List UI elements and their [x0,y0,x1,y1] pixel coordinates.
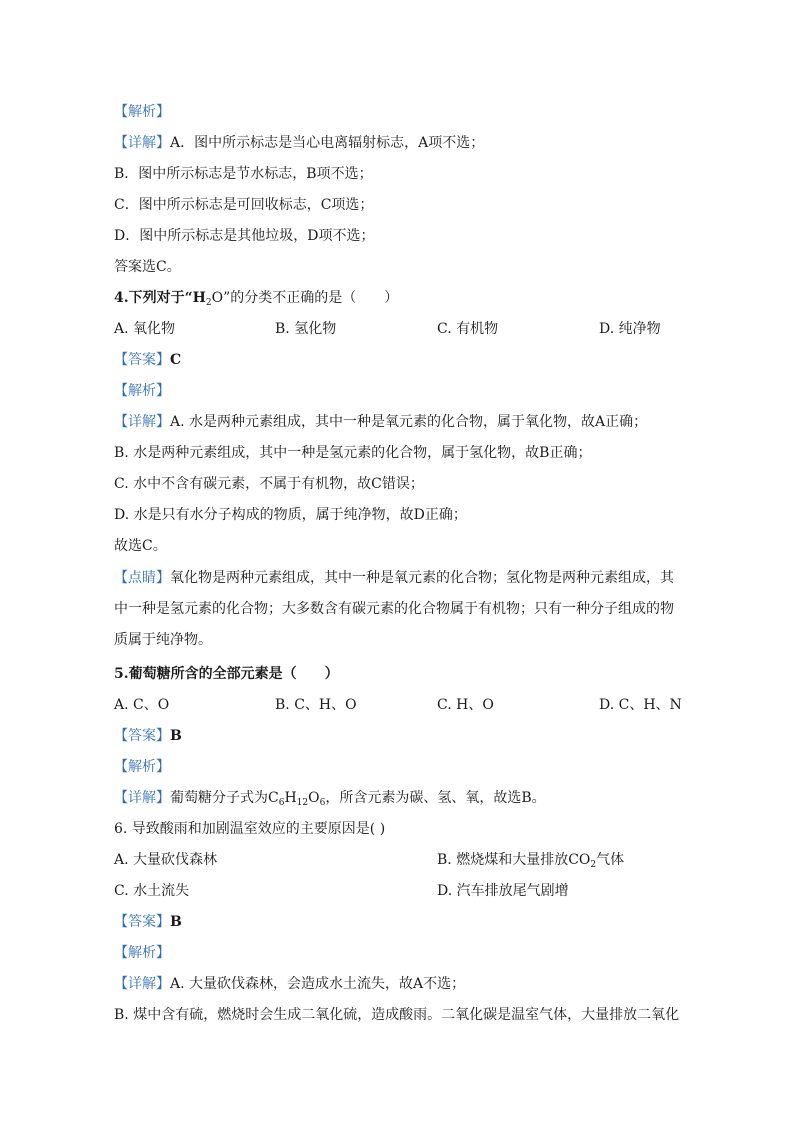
detail-line: C．图中所示标志是可回收标志，C项选； [114,197,374,213]
detail-tag: 【详解】 [114,976,170,992]
answer-value: B [170,728,182,744]
answer-line [114,724,182,748]
option-b: B. 燃烧煤和大量排放$CO_2$气体 [437,852,625,870]
analysis-tag: 【解析】 [114,383,170,399]
option-a: A. 氧化物 [114,321,176,337]
option-d: D. 纯净物 [599,321,661,337]
options-row [114,317,674,341]
detail-line: 【详解】A. 大量砍伐森林，会造成水土流失，故A不选； [114,976,466,992]
options-row [114,693,694,717]
question-stem: 5.葡萄糖所含的全部元素是（ ） [114,666,339,682]
option-d: D. C、H、N [599,697,682,713]
answer-line [114,910,182,934]
detail-line: B. 煤中含有硫，燃烧时会生成二氧化硫，造成酸雨。二氧化碳是温室气体，大量排放二氧化 [114,1007,680,1023]
note-line: 质属于纯净物。 [114,632,212,648]
option-a: A. C、O [114,697,170,713]
detail-line: B. 水是两种元素组成，其中一种是氢元素的化合物，属于氢化物，故B正确； [114,445,592,461]
answer-tag: 【答案】 [114,914,170,930]
analysis-tag: 【解析】 [114,945,170,961]
question-stem: 4.下列对于“$H_2O$”的分类不正确的是（ ） [114,290,399,308]
answer-tag: 【答案】 [114,352,170,368]
detail-line: 【详解】葡萄糖分子式为$C_6H_{12}O_6$，所含元素为碳、氢、氧，故选B。 [114,790,546,808]
answer-value: B [170,914,182,930]
detail-line: 【详解】A. 水是两种元素组成，其中一种是氧元素的化合物，属于氧化物，故A正确； [114,414,648,430]
detail-tag: 【详解】 [114,790,170,806]
note-line: 中一种是氢元素的化合物；大多数含有碳元素的化合物属于有机物；只有一种分子组成的物 [114,601,674,617]
note-line: 【点睛】氧化物是两种元素组成，其中一种是氧元素的化合物；氢化物是两种元素组成，其 [114,570,674,586]
note-tag: 【点睛】 [114,570,170,586]
question-stem: 6. 导致酸雨和加剧温室效应的主要原因是( ) [114,821,386,837]
detail-tag: 【详解】 [114,135,170,151]
detail-line: B．图中所示标志是节水标志，B项不选； [114,166,373,182]
conclusion: 答案选C。 [114,259,181,275]
analysis-tag: 【解析】 [114,104,170,120]
options-row [114,848,674,872]
option-c: C. 有机物 [437,321,499,337]
options-row [114,879,674,903]
detail-line: C. 水中不含有碳元素，不属于有机物，故C错误； [114,476,424,492]
detail-tag: 【详解】 [114,414,170,430]
detail-line: 【详解】A．图中所示标志是当心电离辐射标志，A项不选； [114,135,485,151]
answer-value: C [170,352,182,368]
conclusion: 故选C。 [114,538,167,554]
answer-line [114,348,181,372]
answer-tag: 【答案】 [114,728,170,744]
option-b: B. C、H、O [275,697,357,713]
option-c: C. H、O [437,697,494,713]
detail-line: D. 水是只有水分子构成的物质，属于纯净物，故D正确； [114,507,467,523]
option-c: C. 水土流失 [114,883,190,899]
option-d: D. 汽车排放尾气剧增 [437,883,569,899]
analysis-tag: 【解析】 [114,759,170,775]
detail-line: D．图中所示标志是其他垃圾，D项不选； [114,228,375,244]
option-a: A. 大量砍伐森林 [114,852,218,868]
option-b: B. 氢化物 [275,321,337,337]
